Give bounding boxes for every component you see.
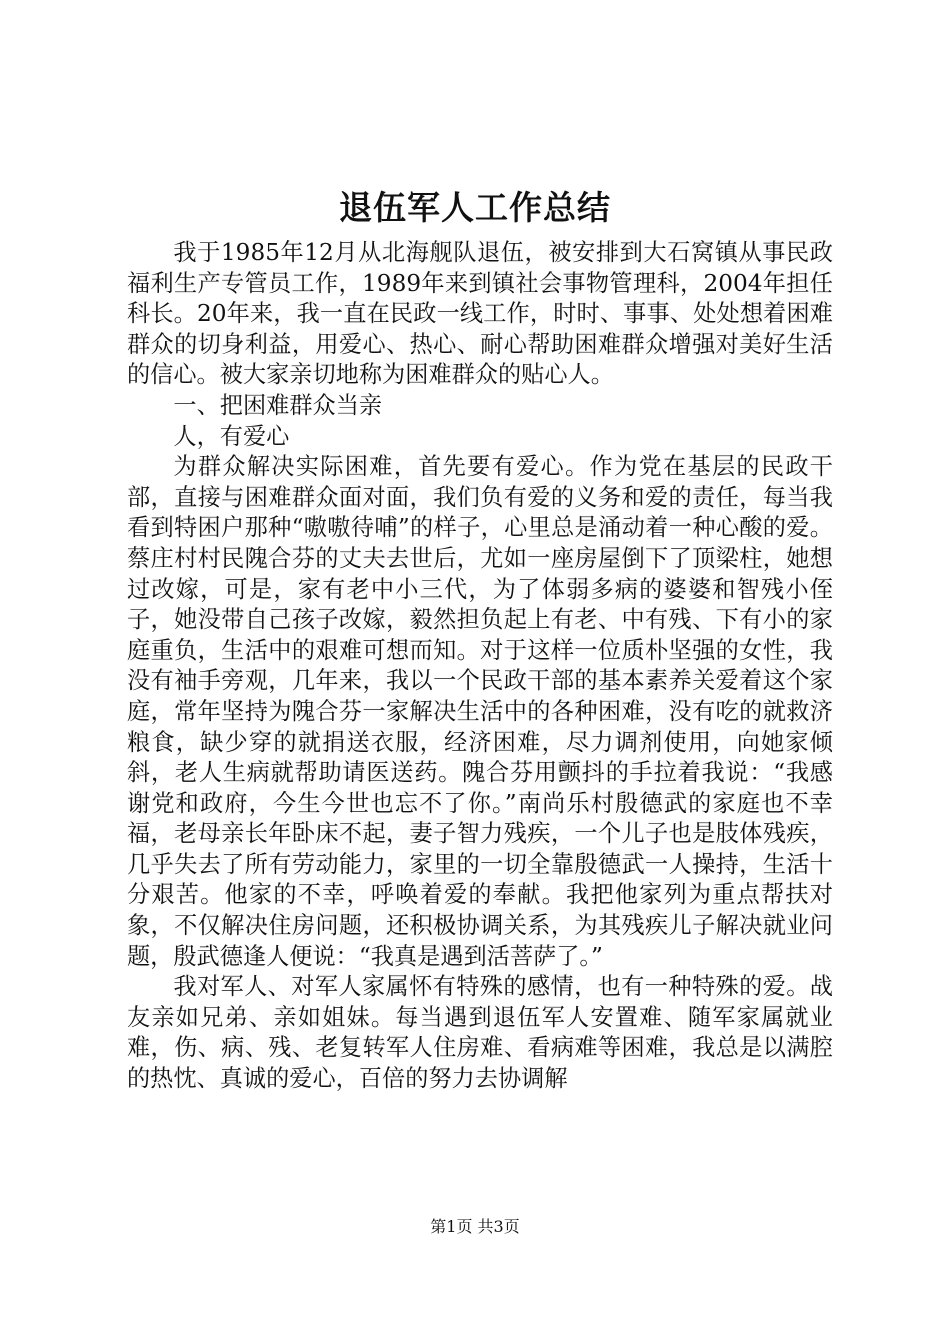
section-heading-continued: 人，有爱心 — [173, 422, 290, 450]
document-title: 退伍军人工作总结 — [339, 188, 611, 227]
paragraph-love: 为群众解决实际困难，首先要有爱心。作为党在基层的民政干部，直接与困难群众面对面，我们负有爱的义务和爱的责任，每当我看到特困户那种“嗷嗷待哺”的样子，心里总是涌动着一种心酸的爱。蔡庄村村民隗合芬的丈夫去世后，尤如一座房屋倒下了顶梁柱，她想过改嫁，可是，家有老中小三代，为了体弱多病的婆婆和智残小侄子，她没带自己孩子改嫁，毅然担负起上有老、中有残、下有小的家庭重负，生活中的艰难可想而知。对于这样一位质朴坚强的女性，我没有袖手旁观，几年来，我以一个民政干部的基本素养关爱着这个家庭，常年坚持为隗合芬一家解决生活中的各种困难，没有吃的就救济粮食，缺少穿的就捐送衣服，经济困难，尽力调剂使用，向她家倾斜，老人生病就帮助请医送药。隗合芬用颤抖的手拉着我说：“我感谢党和政府，今生今世也忘不了你。”南尚乐村殷德武的家庭也不幸福，老母亲长年卧床不起，妻子智力残疾，一个儿子也是肢体残疾，几乎失去了所有劳动能力，家里的一切全靠殷德武一人操持，生活十分艰苦。他家的不幸，呼唤着爱的奉献。我把他家列为重点帮扶对象，不仅解决住房问题，还积极协调关系，为其残疾儿子解决就业问题，殷武德逢人便说：“我真是遇到活菩萨了。” — [127, 453, 833, 970]
section-heading: 一、把困难群众当亲 — [173, 391, 383, 419]
document-body — [127, 238, 833, 1095]
paragraph-intro: 我于1985年12月从北海舰队退伍，被安排到大石窝镇从事民政福利生产专管员工作，1989年来到镇社会事物管理科，2004年担任科长。20年来，我一直在民政一线工作，时时、事事、处处想着困难群众的切身利益，用爱心、热心、耐心帮助困难群众增强对美好生活的信心。被大家亲切地称为困难群众的贴心人。 — [127, 239, 833, 389]
page-footer: 第1页 共3页 — [430, 1217, 520, 1236]
paragraph-military: 我对军人、对军人家属怀有特殊的感情，也有一种特殊的爱。战友亲如兄弟、亲如姐妹。每当遇到退伍军人安置难、随军家属就业难，伤、病、残、老复转军人住房难、看病难等困难，我总是以满腔的热忱、真诚的爱心，百倍的努力去协调解 — [127, 973, 833, 1093]
